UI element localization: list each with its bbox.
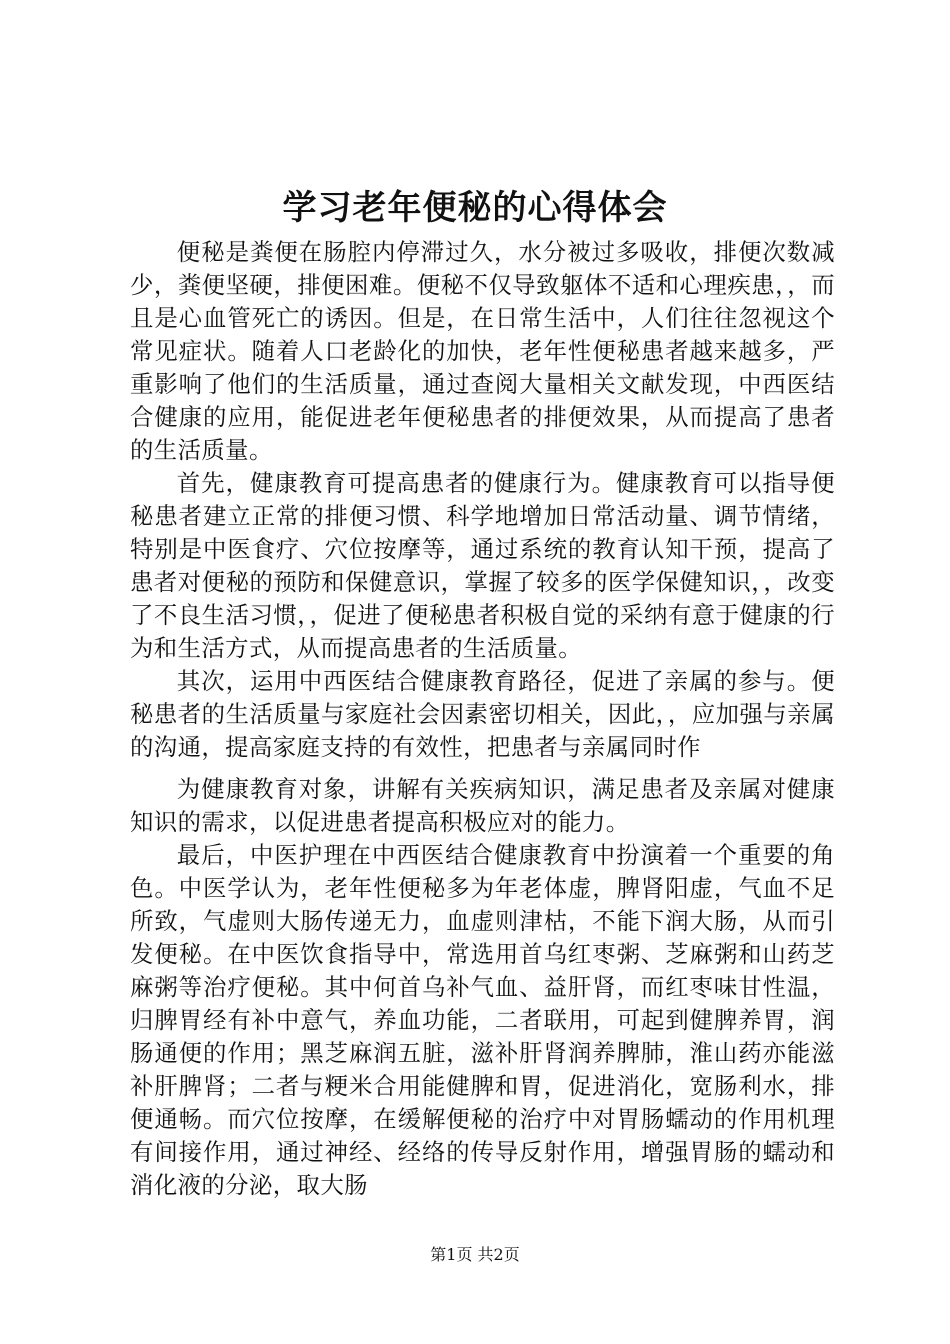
- paragraph-second: 其次，运用中西医结合健康教育路径，促进了亲属的参与。便秘患者的生活质量与家庭社会因素密切相关，因此，，应加强与亲属的沟通，提高家庭支持的有效性，把患者与亲属同时作: [130, 667, 835, 761]
- paragraph-intro: 便秘是粪便在肠腔内停滞过久，水分被过多吸收，排便次数减少，粪便坚硬，排便困难。便秘不仅导致躯体不适和心理疾患，，而且是心血管死亡的诱因。但是，在日常生活中，人们往往忽视这个常见症状。随着人口老龄化的加快，老年性便秘患者越来越多，严重影响了他们的生活质量，通过查阅大量相关文献发现，中西医结合健康的应用，能促进老年便秘患者的排便效果，从而提高了患者的生活质量。: [130, 238, 835, 464]
- paragraph-first: 首先，健康教育可提高患者的健康行为。健康教育可以指导便秘患者建立正常的排便习惯、科学地增加日常活动量、调节情绪，特别是中医食疗、穴位按摩等，通过系统的教育认知干预，提高了患者对便秘的预防和保健意识，掌握了较多的医学保健知识，，改变了不良生活习惯，，促进了便秘患者积极自觉的采纳有意于健康的行为和生活方式，从而提高患者的生活质量。: [130, 469, 835, 662]
- paragraph-last: 最后，中医护理在中西医结合健康教育中扮演着一个重要的角色。中医学认为，老年性便秘多为年老体虚，脾肾阳虚，气血不足所致，气虚则大肠传递无力，血虚则津枯，不能下润大肠，从而引发便秘。在中医饮食指导中，常选用首乌红枣粥、芝麻粥和山药芝麻粥等治疗便秘。其中何首乌补气血、益肝肾，而红枣味甘性温，归脾胃经有补中意气，养血功能，二者联用，可起到健脾养胃，润肠通便的作用；黑芝麻润五脏，滋补肝肾润养脾肺，淮山药亦能滋补肝脾肾；二者与粳米合用能健脾和胃，促进消化，宽肠利水，排便通畅。而穴位按摩，在缓解便秘的治疗中对胃肠蠕动的作用机理有间接作用，通过神经、经络的传导反射作用，增强胃肠的蠕动和消化液的分泌，取大肠: [130, 841, 835, 1199]
- paragraph-second-continued: 为健康教育对象，讲解有关疾病知识，满足患者及亲属对健康知识的需求，以促进患者提高积极应对的能力。: [130, 775, 835, 836]
- document-body: [130, 236, 835, 1202]
- page-number-footer: 第1页 共2页: [430, 1245, 520, 1264]
- page-title: 学习老年便秘的心得体会: [282, 188, 668, 228]
